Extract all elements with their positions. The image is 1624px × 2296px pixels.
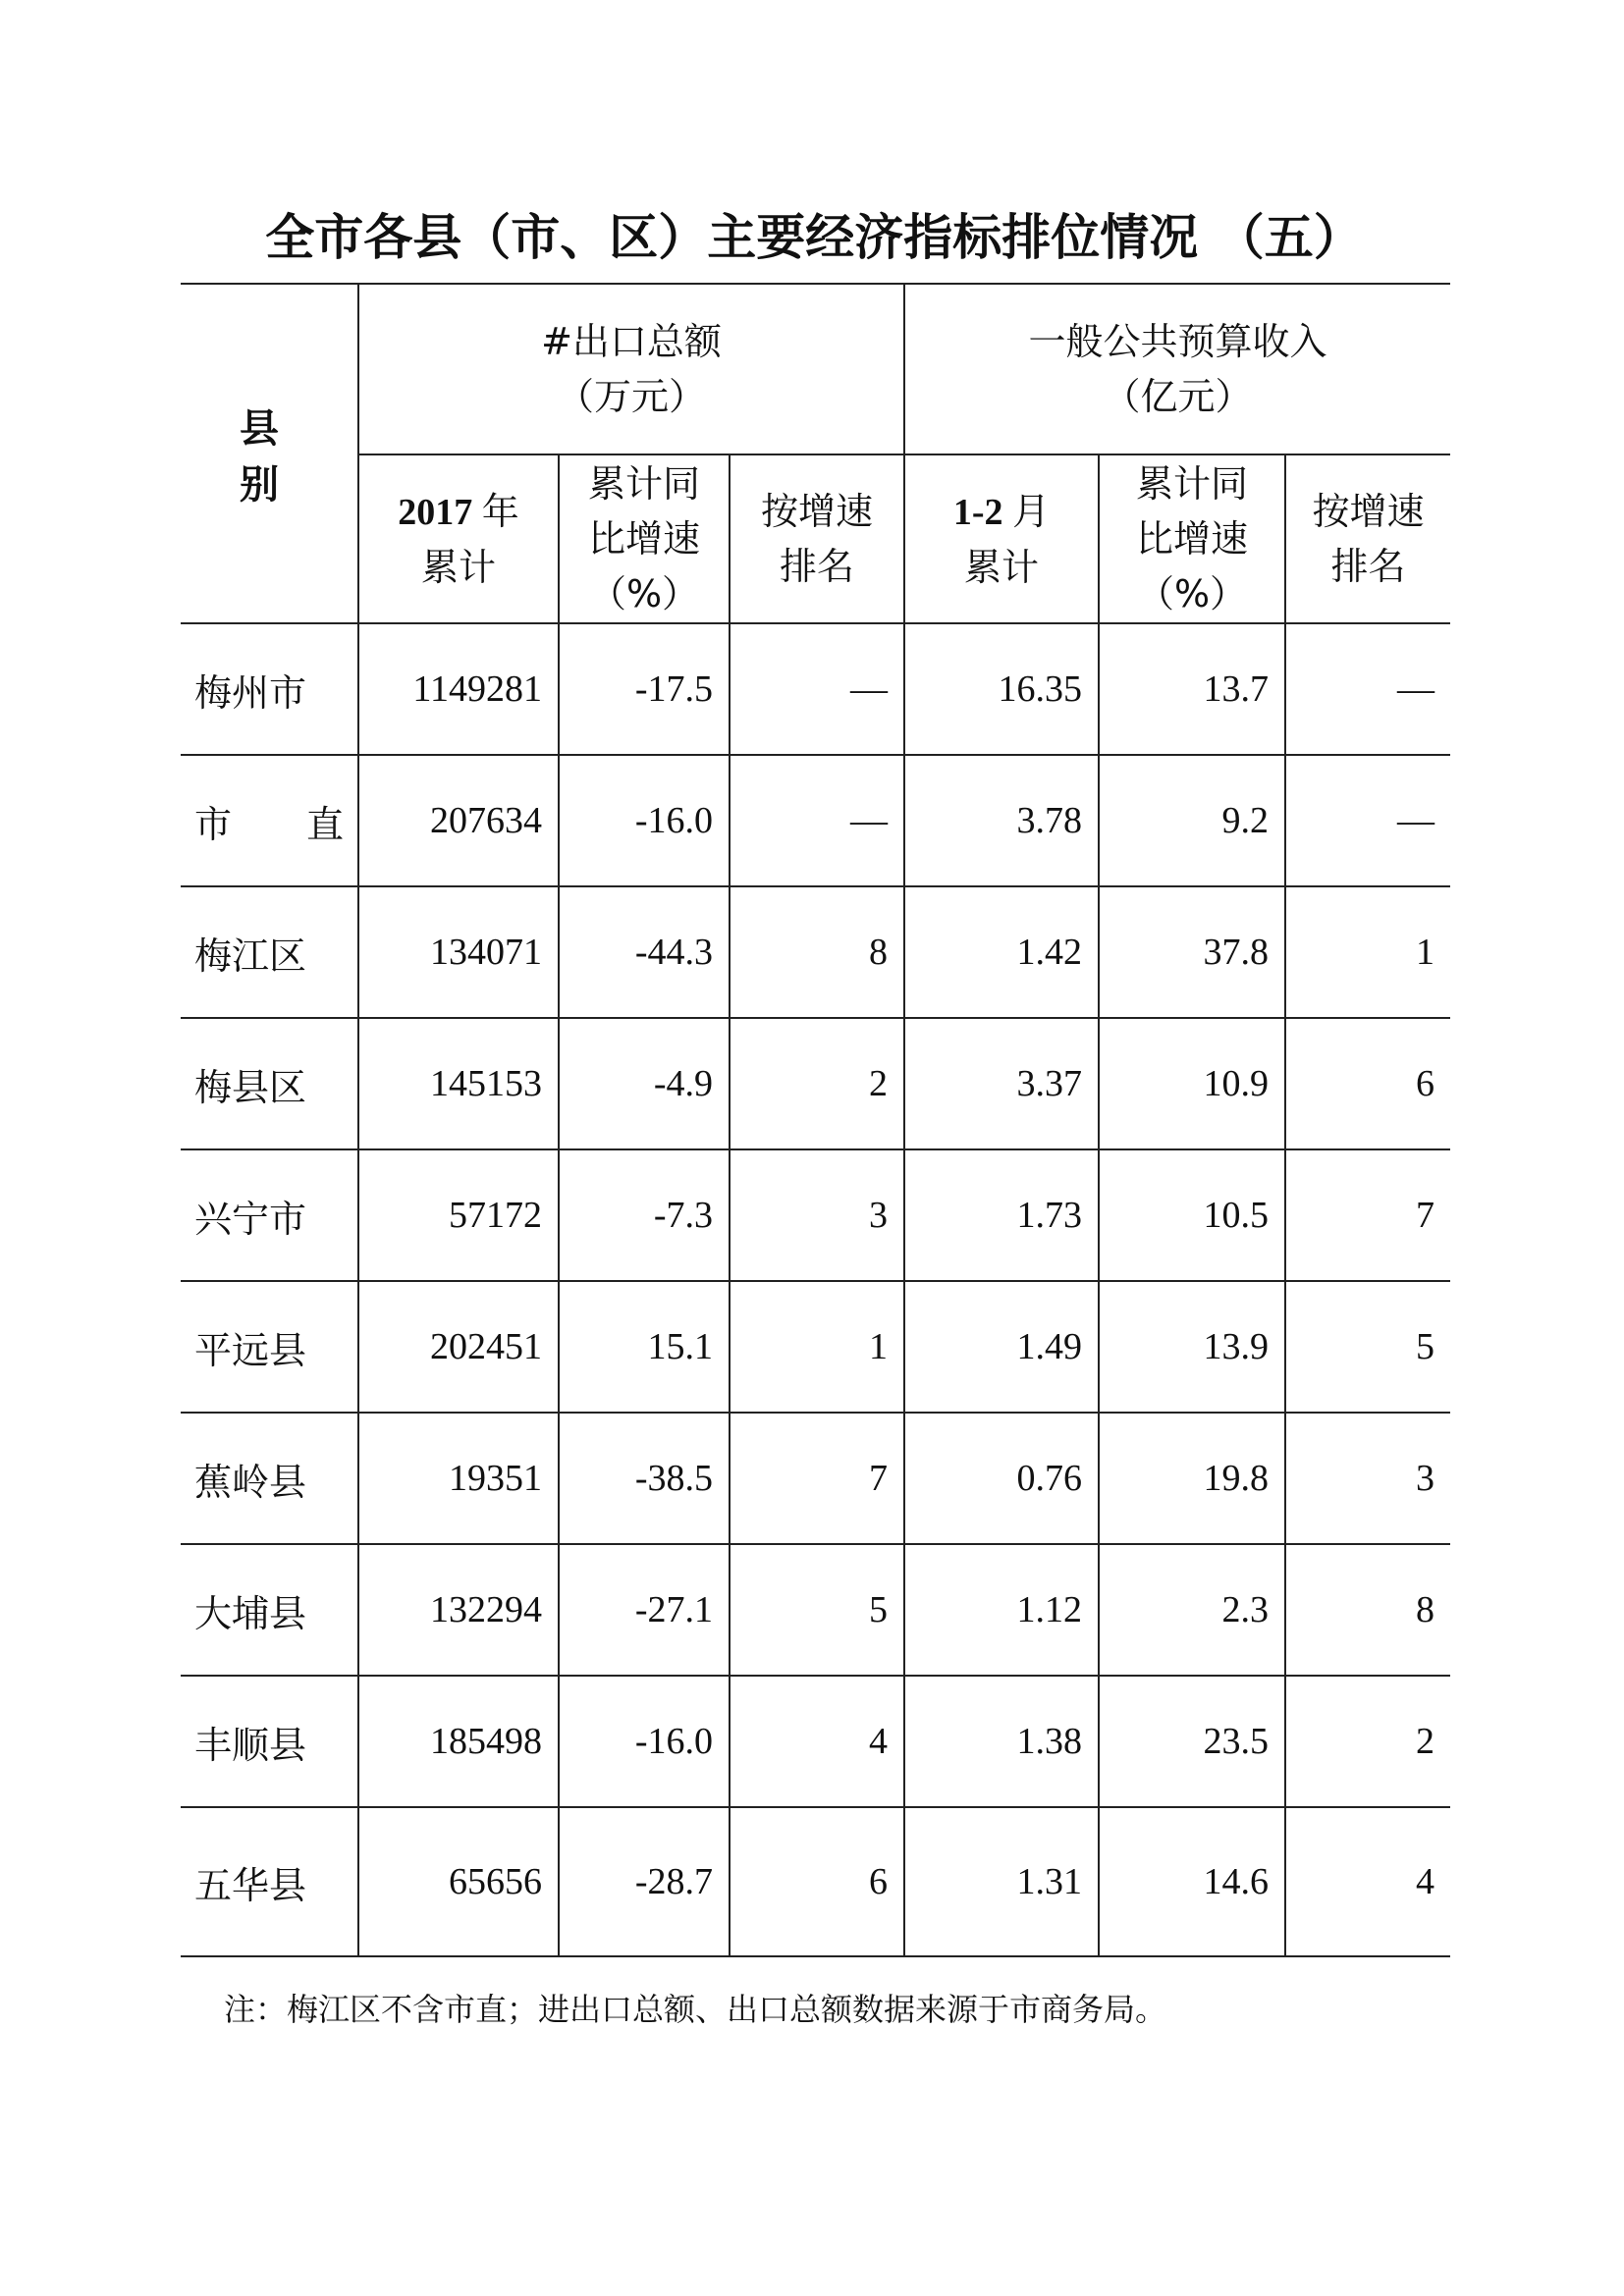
county-name-cell: 梅州市 [181, 623, 358, 755]
export-rank-cell: 8 [730, 886, 904, 1018]
revenue-growth-line1: 累计同 [1135, 462, 1248, 506]
indicator-table [181, 283, 1450, 1957]
table-row [181, 1807, 1450, 1956]
export-growth-cell: -27.1 [559, 1544, 730, 1676]
table-row [181, 1413, 1450, 1544]
revenue-total-cell: 1.73 [904, 1149, 1099, 1281]
export-group-unit: （万元） [556, 375, 706, 418]
export-group-title: #出口总额 [541, 320, 722, 363]
revenue-growth-cell: 37.8 [1099, 886, 1285, 1018]
export-total-cell: 57172 [358, 1149, 559, 1281]
revenue-rank-cell: 5 [1285, 1281, 1450, 1413]
revenue-rank-cell: 2 [1285, 1676, 1450, 1807]
export-rank-cell: 5 [730, 1544, 904, 1676]
revenue-growth-cell: 9.2 [1099, 755, 1285, 886]
revenue-total-period-suffix: 月 [1012, 489, 1051, 533]
county-name-cell: 大埔县 [181, 1544, 358, 1676]
revenue-group-unit: （亿元） [1103, 375, 1253, 418]
export-growth-header [559, 454, 730, 623]
revenue-rank-cell: 1 [1285, 886, 1450, 1018]
export-total-year: 2017 [398, 491, 473, 533]
revenue-rank-cell: 3 [1285, 1413, 1450, 1544]
export-total-header [358, 454, 559, 623]
revenue-rank-header [1285, 454, 1450, 623]
revenue-total-cumulative: 累计 [963, 545, 1039, 589]
revenue-growth-cell: 10.5 [1099, 1149, 1285, 1281]
export-rank-line2: 排名 [779, 545, 854, 588]
county-name-cell: 丰顺县 [181, 1676, 358, 1807]
export-rank-header [730, 454, 904, 623]
header-row-2 [181, 454, 1450, 623]
county-name-cell: 蕉岭县 [181, 1413, 358, 1544]
revenue-total-cell: 1.38 [904, 1676, 1099, 1807]
revenue-total-cell: 3.78 [904, 755, 1099, 886]
revenue-growth-cell: 23.5 [1099, 1676, 1285, 1807]
county-name-cell: 梅县区 [181, 1018, 358, 1149]
export-total-cell: 134071 [358, 886, 559, 1018]
export-growth-cell: -17.5 [559, 623, 730, 755]
revenue-growth-header [1099, 454, 1285, 623]
table-row [181, 623, 1450, 755]
revenue-growth-cell: 10.9 [1099, 1018, 1285, 1149]
county-name-cell: 五华县 [181, 1807, 358, 1956]
export-group-header [358, 284, 904, 454]
revenue-growth-cell: 2.3 [1099, 1544, 1285, 1676]
revenue-total-cell: 1.42 [904, 886, 1099, 1018]
revenue-growth-line2: 比增速 [1135, 517, 1248, 561]
revenue-total-cell: 3.37 [904, 1018, 1099, 1149]
export-growth-cell: -16.0 [559, 755, 730, 886]
export-rank-cell: 2 [730, 1018, 904, 1149]
export-growth-cell: -16.0 [559, 1676, 730, 1807]
export-rank-line1: 按增速 [760, 490, 873, 533]
revenue-rank-cell: 4 [1285, 1807, 1450, 1956]
export-growth-cell: -4.9 [559, 1018, 730, 1149]
export-total-cumulative: 累计 [420, 545, 496, 589]
table-row [181, 886, 1450, 1018]
page-title: 全市各县（市、区）主要经济指标排位情况 （五） [265, 209, 1363, 266]
export-rank-cell: — [730, 623, 904, 755]
revenue-total-header [904, 454, 1099, 623]
table-row [181, 1149, 1450, 1281]
export-total-cell: 202451 [358, 1281, 559, 1413]
revenue-total-cell: 0.76 [904, 1413, 1099, 1544]
export-growth-cell: -7.3 [559, 1149, 730, 1281]
export-total-cell: 145153 [358, 1018, 559, 1149]
table-row [181, 755, 1450, 886]
county-name-cell: 梅江区 [181, 886, 358, 1018]
revenue-growth-cell: 19.8 [1099, 1413, 1285, 1544]
revenue-rank-cell: — [1285, 755, 1450, 886]
export-growth-cell: -28.7 [559, 1807, 730, 1956]
county-name-cell: 市 直 [181, 755, 358, 886]
export-rank-cell: 3 [730, 1149, 904, 1281]
export-total-year-suffix: 年 [481, 489, 519, 533]
export-growth-cell: -38.5 [559, 1413, 730, 1544]
revenue-rank-line1: 按增速 [1312, 490, 1425, 533]
header-row-1 [181, 284, 1450, 454]
table-row [181, 1676, 1450, 1807]
county-name-cell: 兴宁市 [181, 1149, 358, 1281]
export-growth-line1: 累计同 [587, 462, 700, 506]
county-name-cell: 平远县 [181, 1281, 358, 1413]
export-total-cell: 132294 [358, 1544, 559, 1676]
revenue-growth-cell: 13.7 [1099, 623, 1285, 755]
export-rank-cell: 6 [730, 1807, 904, 1956]
revenue-growth-cell: 13.9 [1099, 1281, 1285, 1413]
table-row [181, 1018, 1450, 1149]
revenue-rank-cell: 6 [1285, 1018, 1450, 1149]
export-growth-unit: （%） [588, 572, 700, 615]
revenue-total-period: 1-2 [952, 491, 1003, 533]
revenue-total-cell: 1.31 [904, 1807, 1099, 1956]
revenue-rank-line2: 排名 [1330, 545, 1406, 588]
revenue-growth-unit: （%） [1136, 572, 1248, 615]
export-total-cell: 65656 [358, 1807, 559, 1956]
revenue-total-cell: 16.35 [904, 623, 1099, 755]
export-total-cell: 207634 [358, 755, 559, 886]
export-rank-cell: 4 [730, 1676, 904, 1807]
footnote: 注：梅江区不含市直；进出口总额、出口总额数据来源于市商务局。 [224, 1991, 1167, 2028]
revenue-total-cell: 1.12 [904, 1544, 1099, 1676]
revenue-growth-cell: 14.6 [1099, 1807, 1285, 1956]
export-rank-cell: 7 [730, 1413, 904, 1544]
table-row [181, 1281, 1450, 1413]
export-growth-cell: -44.3 [559, 886, 730, 1018]
export-total-cell: 185498 [358, 1676, 559, 1807]
revenue-rank-cell: 7 [1285, 1149, 1450, 1281]
export-growth-cell: 15.1 [559, 1281, 730, 1413]
county-column-header: 县 别 [181, 284, 358, 623]
export-rank-cell: 1 [730, 1281, 904, 1413]
export-growth-line2: 比增速 [587, 517, 700, 561]
revenue-group-title: 一般公共预算收入 [1028, 320, 1327, 363]
export-rank-cell: — [730, 755, 904, 886]
export-total-cell: 19351 [358, 1413, 559, 1544]
revenue-rank-cell: — [1285, 623, 1450, 755]
revenue-total-cell: 1.49 [904, 1281, 1099, 1413]
export-total-cell: 1149281 [358, 623, 559, 755]
revenue-rank-cell: 8 [1285, 1544, 1450, 1676]
revenue-group-header [904, 284, 1450, 454]
table-row [181, 1544, 1450, 1676]
